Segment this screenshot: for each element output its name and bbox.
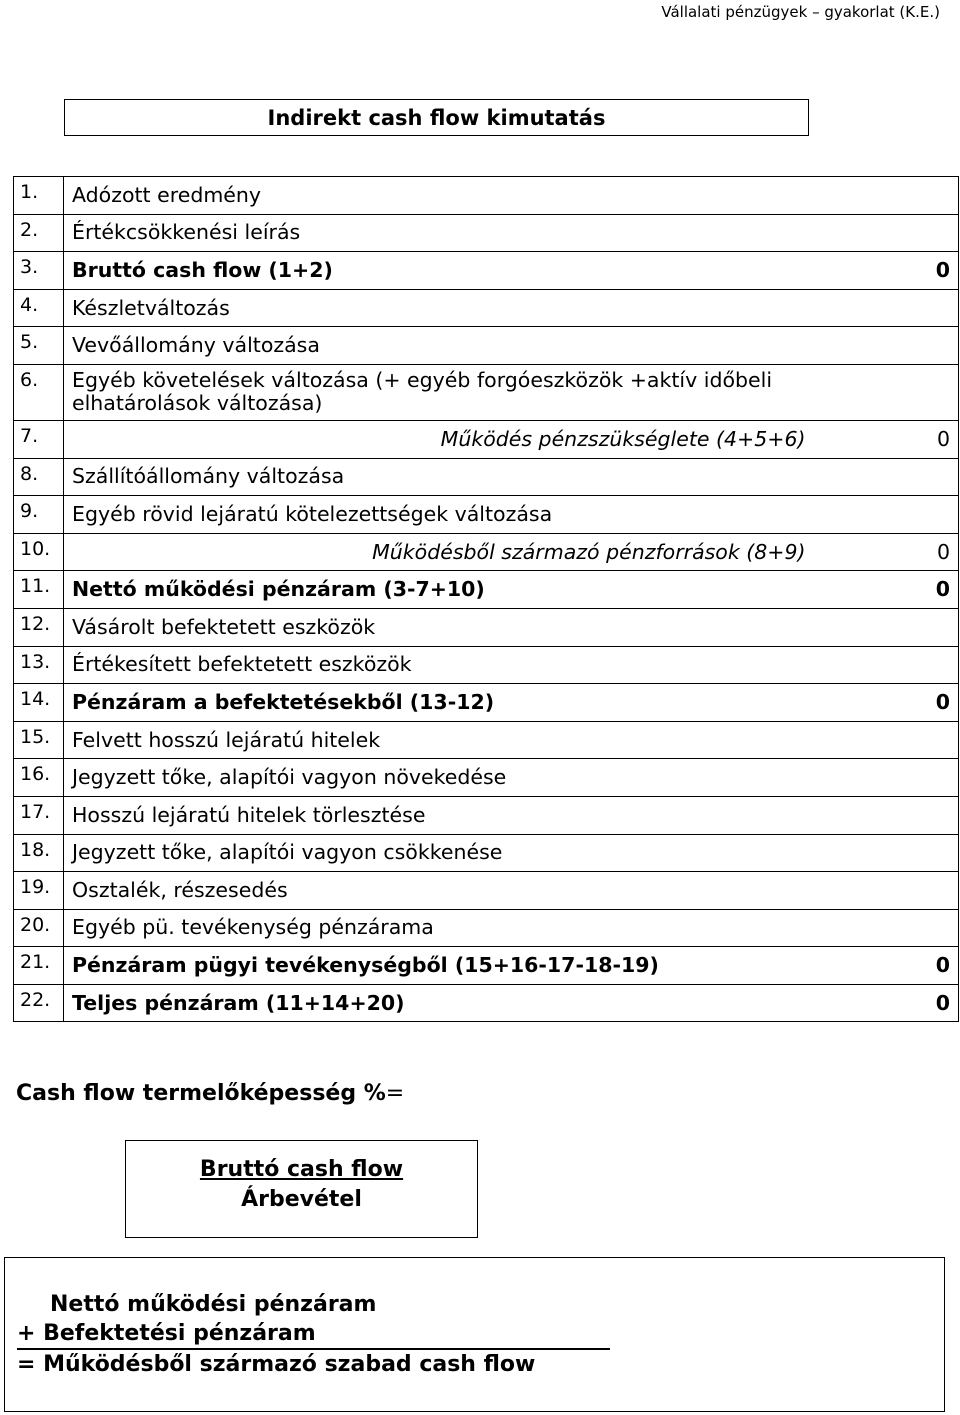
row-number: 5. <box>14 327 64 365</box>
row-number: 3. <box>14 252 64 290</box>
free-cf-line-investing: + Befektetési pénzáram <box>17 1320 610 1350</box>
row-number: 19. <box>14 872 64 910</box>
statement-title: Indirekt cash flow kimutatás <box>64 99 809 136</box>
cash-flow-table-body <box>14 177 959 1022</box>
row-number: 8. <box>14 458 64 496</box>
row-label: Működésből származó pénzforrások (8+9) <box>64 533 806 571</box>
table-row <box>14 571 959 609</box>
table-row <box>14 608 959 646</box>
row-label: Vevőállomány változása <box>64 327 806 365</box>
table-row <box>14 214 959 252</box>
row-number: 22. <box>14 984 64 1022</box>
row-label: Értékesített befektetett eszközök <box>64 646 806 684</box>
row-number: 16. <box>14 759 64 797</box>
free-cf-line-operating: Nettó működési pénzáram <box>50 1292 377 1317</box>
row-label: Jegyzett tőke, alapítói vagyon csökkenése <box>64 834 806 872</box>
row-label: Jegyzett tőke, alapítói vagyon növekedése <box>64 759 806 797</box>
table-row <box>14 458 959 496</box>
table-row <box>14 533 959 571</box>
row-value <box>806 177 959 215</box>
table-row <box>14 796 959 834</box>
table-row <box>14 947 959 985</box>
row-label: Szállítóállomány változása <box>64 458 806 496</box>
row-value <box>806 327 959 365</box>
row-number: 11. <box>14 571 64 609</box>
row-label: Egyéb rövid lejáratú kötelezettségek változása <box>64 496 806 534</box>
row-label: Adózott eredmény <box>64 177 806 215</box>
row-value: 0 <box>806 533 959 571</box>
table-row <box>14 420 959 458</box>
row-label: Teljes pénzáram (11+14+20) <box>64 984 806 1022</box>
row-number: 2. <box>14 214 64 252</box>
row-value <box>806 289 959 327</box>
row-number: 12. <box>14 608 64 646</box>
row-value <box>806 909 959 947</box>
row-value <box>806 872 959 910</box>
row-number: 13. <box>14 646 64 684</box>
row-value <box>806 496 959 534</box>
cfp-label-text: Cash flow termelőképesség % <box>16 1081 386 1106</box>
row-value <box>806 458 959 496</box>
table-row <box>14 364 959 420</box>
table-row <box>14 909 959 947</box>
row-number: 18. <box>14 834 64 872</box>
row-label: Bruttó cash flow (1+2) <box>64 252 806 290</box>
cash-flow-table <box>13 176 959 1022</box>
table-row <box>14 684 959 722</box>
cfp-numerator: Bruttó cash flow <box>199 1157 404 1182</box>
row-label: Hosszú lejáratú hitelek törlesztése <box>64 796 806 834</box>
row-label: Pénzáram a befektetésekből (13-12) <box>64 684 806 722</box>
table-row <box>14 872 959 910</box>
table-row <box>14 252 959 290</box>
cfp-fraction-box <box>125 1140 478 1238</box>
row-label: Értékcsökkenési leírás <box>64 214 806 252</box>
row-value: 0 <box>806 571 959 609</box>
row-value <box>806 796 959 834</box>
row-number: 17. <box>14 796 64 834</box>
row-value <box>806 608 959 646</box>
row-value: 0 <box>806 984 959 1022</box>
row-label: Felvett hosszú lejáratú hitelek <box>64 721 806 759</box>
row-value: 0 <box>806 252 959 290</box>
cfp-denominator: Árbevétel <box>241 1187 362 1212</box>
row-number: 14. <box>14 684 64 722</box>
table-row <box>14 289 959 327</box>
row-label: Vásárolt befektetett eszközök <box>64 608 806 646</box>
row-label: Osztalék, részesedés <box>64 872 806 910</box>
table-row <box>14 759 959 797</box>
cash-flow-productivity-label <box>16 1081 404 1106</box>
row-number: 20. <box>14 909 64 947</box>
row-number: 1. <box>14 177 64 215</box>
row-value: 0 <box>806 684 959 722</box>
table-row <box>14 646 959 684</box>
row-number: 4. <box>14 289 64 327</box>
row-label: Készletváltozás <box>64 289 806 327</box>
table-row <box>14 496 959 534</box>
row-number: 7. <box>14 420 64 458</box>
row-label: Nettó működési pénzáram (3-7+10) <box>64 571 806 609</box>
table-row <box>14 834 959 872</box>
free-cf-line-result: = Működésből származó szabad cash flow <box>17 1352 536 1377</box>
row-number: 21. <box>14 947 64 985</box>
table-row <box>14 721 959 759</box>
row-value <box>806 834 959 872</box>
row-value <box>806 364 959 420</box>
row-number: 6. <box>14 364 64 420</box>
row-number: 15. <box>14 721 64 759</box>
row-label: Működés pénzszükséglete (4+5+6) <box>64 420 806 458</box>
row-value <box>806 721 959 759</box>
table-row <box>14 327 959 365</box>
row-value <box>806 759 959 797</box>
table-row <box>14 984 959 1022</box>
table-row <box>14 177 959 215</box>
free-cash-flow-box <box>4 1257 945 1412</box>
row-label: Egyéb követelések változása (+ egyéb forgóeszközök +aktív időbeli elhatárolások változása) <box>64 364 806 420</box>
row-label: Pénzáram pügyi tevékenységből (15+16-17-18-19) <box>64 947 806 985</box>
row-label: Egyéb pü. tevékenység pénzárama <box>64 909 806 947</box>
row-number: 9. <box>14 496 64 534</box>
row-number: 10. <box>14 533 64 571</box>
row-value <box>806 646 959 684</box>
row-value: 0 <box>806 420 959 458</box>
row-value <box>806 214 959 252</box>
cfp-equals-sign: = <box>385 1081 405 1106</box>
page-header: Vállalati pénzügyek – gyakorlat (K.E.) <box>661 3 940 21</box>
row-value: 0 <box>806 947 959 985</box>
